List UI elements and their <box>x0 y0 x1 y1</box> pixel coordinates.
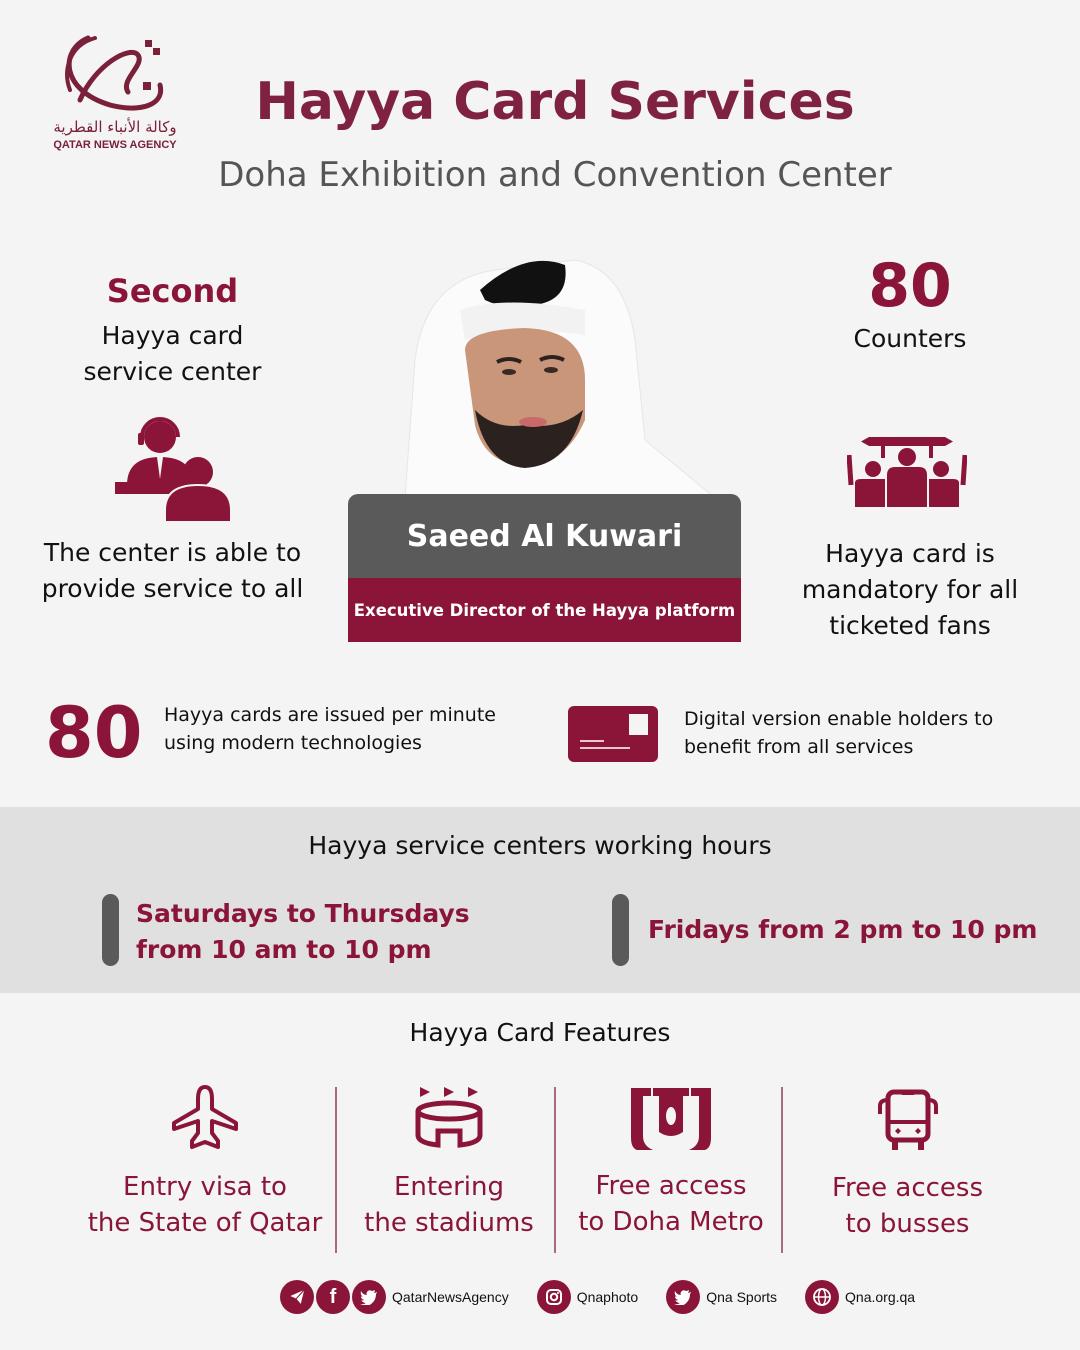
cards-line2: using modern technologies <box>164 732 422 754</box>
service-center-info <box>20 272 325 603</box>
desc-line1: The center is able to <box>43 538 302 567</box>
website-link[interactable]: Qna.org.qa <box>845 1289 916 1305</box>
weekday-times: from 10 am to 10 pm <box>136 935 432 964</box>
features-title: Hayya Card Features <box>409 1018 671 1047</box>
card-icon <box>568 706 658 764</box>
instagram-icon[interactable] <box>537 1280 571 1314</box>
mandatory-line3: ticketed fans <box>829 611 991 640</box>
qna-logo <box>40 30 190 155</box>
feature-entry-visa <box>85 1085 325 1241</box>
hours-bar-right <box>612 894 629 966</box>
counters-info <box>775 250 1045 640</box>
feature-divider <box>335 1087 337 1253</box>
globe-icon[interactable] <box>805 1280 839 1314</box>
logo-arabic-text: وكالة الأنباء القطرية <box>53 118 177 136</box>
hours-bar-left <box>102 894 119 966</box>
twitter-icon[interactable] <box>352 1280 386 1314</box>
cards-line1: Hayya cards are issued per minute <box>164 704 496 726</box>
weekday-days: Saturdays to Thursdays <box>136 899 470 928</box>
bus-icon <box>876 1088 940 1152</box>
telegram-icon[interactable] <box>280 1280 314 1314</box>
weekday-hours <box>136 896 470 968</box>
feature-divider <box>554 1087 556 1253</box>
person-illustration <box>385 240 715 498</box>
fans-cheering-icon <box>847 435 967 507</box>
counters-label: Counters <box>853 324 967 353</box>
feature-line1: Entry visa to <box>123 1172 287 1202</box>
working-hours-title: Hayya service centers working hours <box>308 831 772 860</box>
service-center-line2: service center <box>83 357 262 386</box>
feature-line2: to Doha Metro <box>578 1207 764 1237</box>
person-role: Executive Director of the Hayya platform <box>348 578 741 642</box>
feature-line1: Free access <box>595 1171 747 1201</box>
feature-stadiums <box>345 1085 553 1241</box>
social-handle-qna[interactable]: QatarNewsAgency <box>392 1289 509 1305</box>
doha-metro-icon <box>631 1088 711 1152</box>
airplane-icon <box>170 1085 240 1151</box>
mandatory-line2: mandatory for all <box>801 575 1019 604</box>
twitter-icon[interactable] <box>666 1280 700 1314</box>
qna-emblem-icon <box>40 30 190 118</box>
friday-hours: Fridays from 2 pm to 10 pm <box>648 915 1038 944</box>
desc-line2: provide service to all <box>41 574 304 603</box>
counters-number: 80 <box>868 251 952 321</box>
person-name-card <box>348 494 741 642</box>
facebook-icon[interactable]: f <box>316 1280 350 1314</box>
highlight-second: Second <box>106 272 239 310</box>
cards-per-minute-number: 80 <box>45 692 143 774</box>
portrait-photo <box>385 240 715 498</box>
service-center-label <box>20 318 325 390</box>
feature-line2: the stadiums <box>364 1208 534 1238</box>
feature-line2: to busses <box>845 1209 970 1239</box>
service-center-description <box>20 535 325 607</box>
feature-metro <box>562 1088 780 1240</box>
digital-line1: Digital version enable holders to <box>684 708 994 730</box>
person-name: Saeed Al Kuwari <box>348 494 741 578</box>
customer-service-agent-icon <box>115 417 230 522</box>
feature-line2: the State of Qatar <box>87 1208 323 1238</box>
mandatory-line1: Hayya card is <box>825 539 995 568</box>
working-hours-section <box>0 807 1080 993</box>
digital-line2: benefit from all services <box>684 736 914 758</box>
logo-english-text: QATAR NEWS AGENCY <box>53 139 177 151</box>
service-center-line1: Hayya card <box>101 321 244 350</box>
stadium-icon <box>414 1085 484 1151</box>
social-handle-qnaphoto[interactable]: Qnaphoto <box>576 1289 639 1305</box>
feature-line1: Free access <box>831 1173 984 1203</box>
feature-line1: Entering <box>394 1172 504 1202</box>
feature-divider <box>781 1087 783 1253</box>
mandatory-description <box>775 536 1045 644</box>
social-handle-qna-sports[interactable]: Qna Sports <box>706 1289 778 1305</box>
digital-version-text <box>684 705 1044 761</box>
social-footer <box>280 1279 943 1315</box>
page-title: Hayya Card Services <box>255 72 855 132</box>
page-subtitle: Doha Exhibition and Convention Center <box>218 155 892 195</box>
cards-per-minute-text <box>164 701 544 757</box>
feature-busses <box>795 1088 1020 1242</box>
